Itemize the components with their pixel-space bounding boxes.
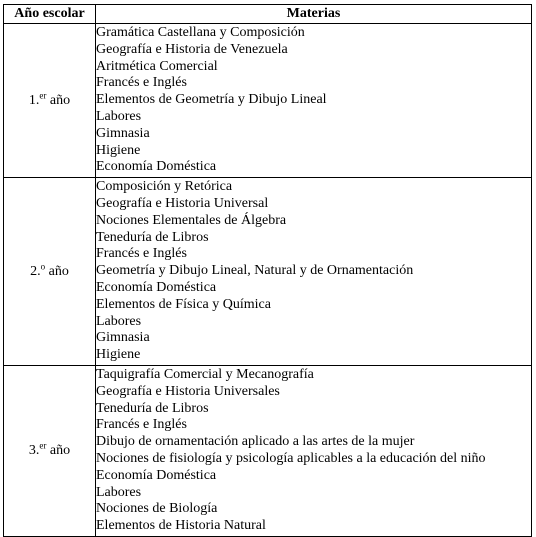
subject-item: Francés e Inglés bbox=[96, 417, 187, 433]
subject-item: Francés e Inglés bbox=[96, 246, 187, 262]
subjects-cell bbox=[96, 365, 532, 536]
subject-item: Geografía e Historia Universales bbox=[96, 383, 280, 399]
subject-item: Labores bbox=[96, 313, 142, 329]
subject-item: Gimnasia bbox=[96, 125, 150, 141]
subject-item: Teneduría de Libros bbox=[96, 229, 209, 245]
subject-item: Higiene bbox=[96, 347, 141, 363]
subject-item: Composición y Retórica bbox=[96, 179, 233, 195]
subject-item: Geometría y Dibujo Lineal, Natural y de Ornamentación bbox=[96, 263, 414, 279]
year-cell bbox=[4, 178, 96, 366]
subject-item: Elementos de Geometría y Dibujo Lineal bbox=[96, 92, 327, 108]
subject-item: Nociones de Biología bbox=[96, 501, 218, 517]
subject-item: Gramática Castellana y Composición bbox=[96, 25, 305, 40]
year-ordinal: er bbox=[39, 89, 47, 100]
subject-item: Nociones Elementales de Álgebra bbox=[96, 212, 287, 228]
subjects-cell bbox=[96, 24, 532, 178]
subject-item: Teneduría de Libros bbox=[96, 400, 209, 416]
subjects-cell bbox=[96, 178, 532, 366]
subject-item: Taquigrafía Comercial y Mecanografía bbox=[96, 366, 314, 382]
subject-item: Geografía e Historia Universal bbox=[96, 195, 269, 211]
subject-item: Labores bbox=[96, 108, 142, 124]
subject-item: Labores bbox=[96, 484, 142, 500]
curriculum-table bbox=[3, 4, 532, 537]
year-word: año bbox=[45, 263, 69, 279]
table-row bbox=[4, 365, 532, 536]
table-row bbox=[4, 24, 532, 178]
subject-item: Nociones de fisiología y psicología aplicables a la educación del niño bbox=[96, 450, 486, 466]
subject-item: Elementos de Física y Química bbox=[96, 296, 271, 312]
subject-list bbox=[96, 24, 531, 177]
year-number: 1. bbox=[28, 92, 40, 108]
header-row bbox=[4, 5, 532, 24]
subject-item: Dibujo de ornamentación aplicado a las artes de la mujer bbox=[96, 434, 415, 450]
year-word: año bbox=[46, 442, 71, 458]
table-row bbox=[4, 178, 532, 366]
subject-item: Economía Doméstica bbox=[96, 279, 217, 295]
year-column-header: Año escolar bbox=[4, 5, 96, 24]
subject-list bbox=[96, 178, 531, 365]
subjects-column-header: Materias bbox=[96, 5, 532, 24]
year-number: 3. bbox=[28, 442, 40, 458]
year-cell bbox=[4, 365, 96, 536]
subject-item: Gimnasia bbox=[96, 330, 150, 346]
subject-item: Geografía e Historia de Venezuela bbox=[96, 41, 288, 57]
subject-item: Francés e Inglés bbox=[96, 75, 187, 91]
year-ordinal: er bbox=[39, 440, 47, 451]
year-word: año bbox=[46, 92, 71, 108]
subject-item: Aritmética Comercial bbox=[96, 58, 218, 74]
subject-item: Economía Doméstica bbox=[96, 159, 217, 175]
year-ordinal: o bbox=[40, 260, 46, 271]
subject-list bbox=[96, 366, 531, 536]
subject-item: Economía Doméstica bbox=[96, 467, 217, 483]
year-cell bbox=[4, 24, 96, 178]
year-number: 2. bbox=[30, 263, 41, 279]
subject-item: Higiene bbox=[96, 142, 141, 158]
subject-item: Elementos de Historia Natural bbox=[96, 518, 266, 534]
